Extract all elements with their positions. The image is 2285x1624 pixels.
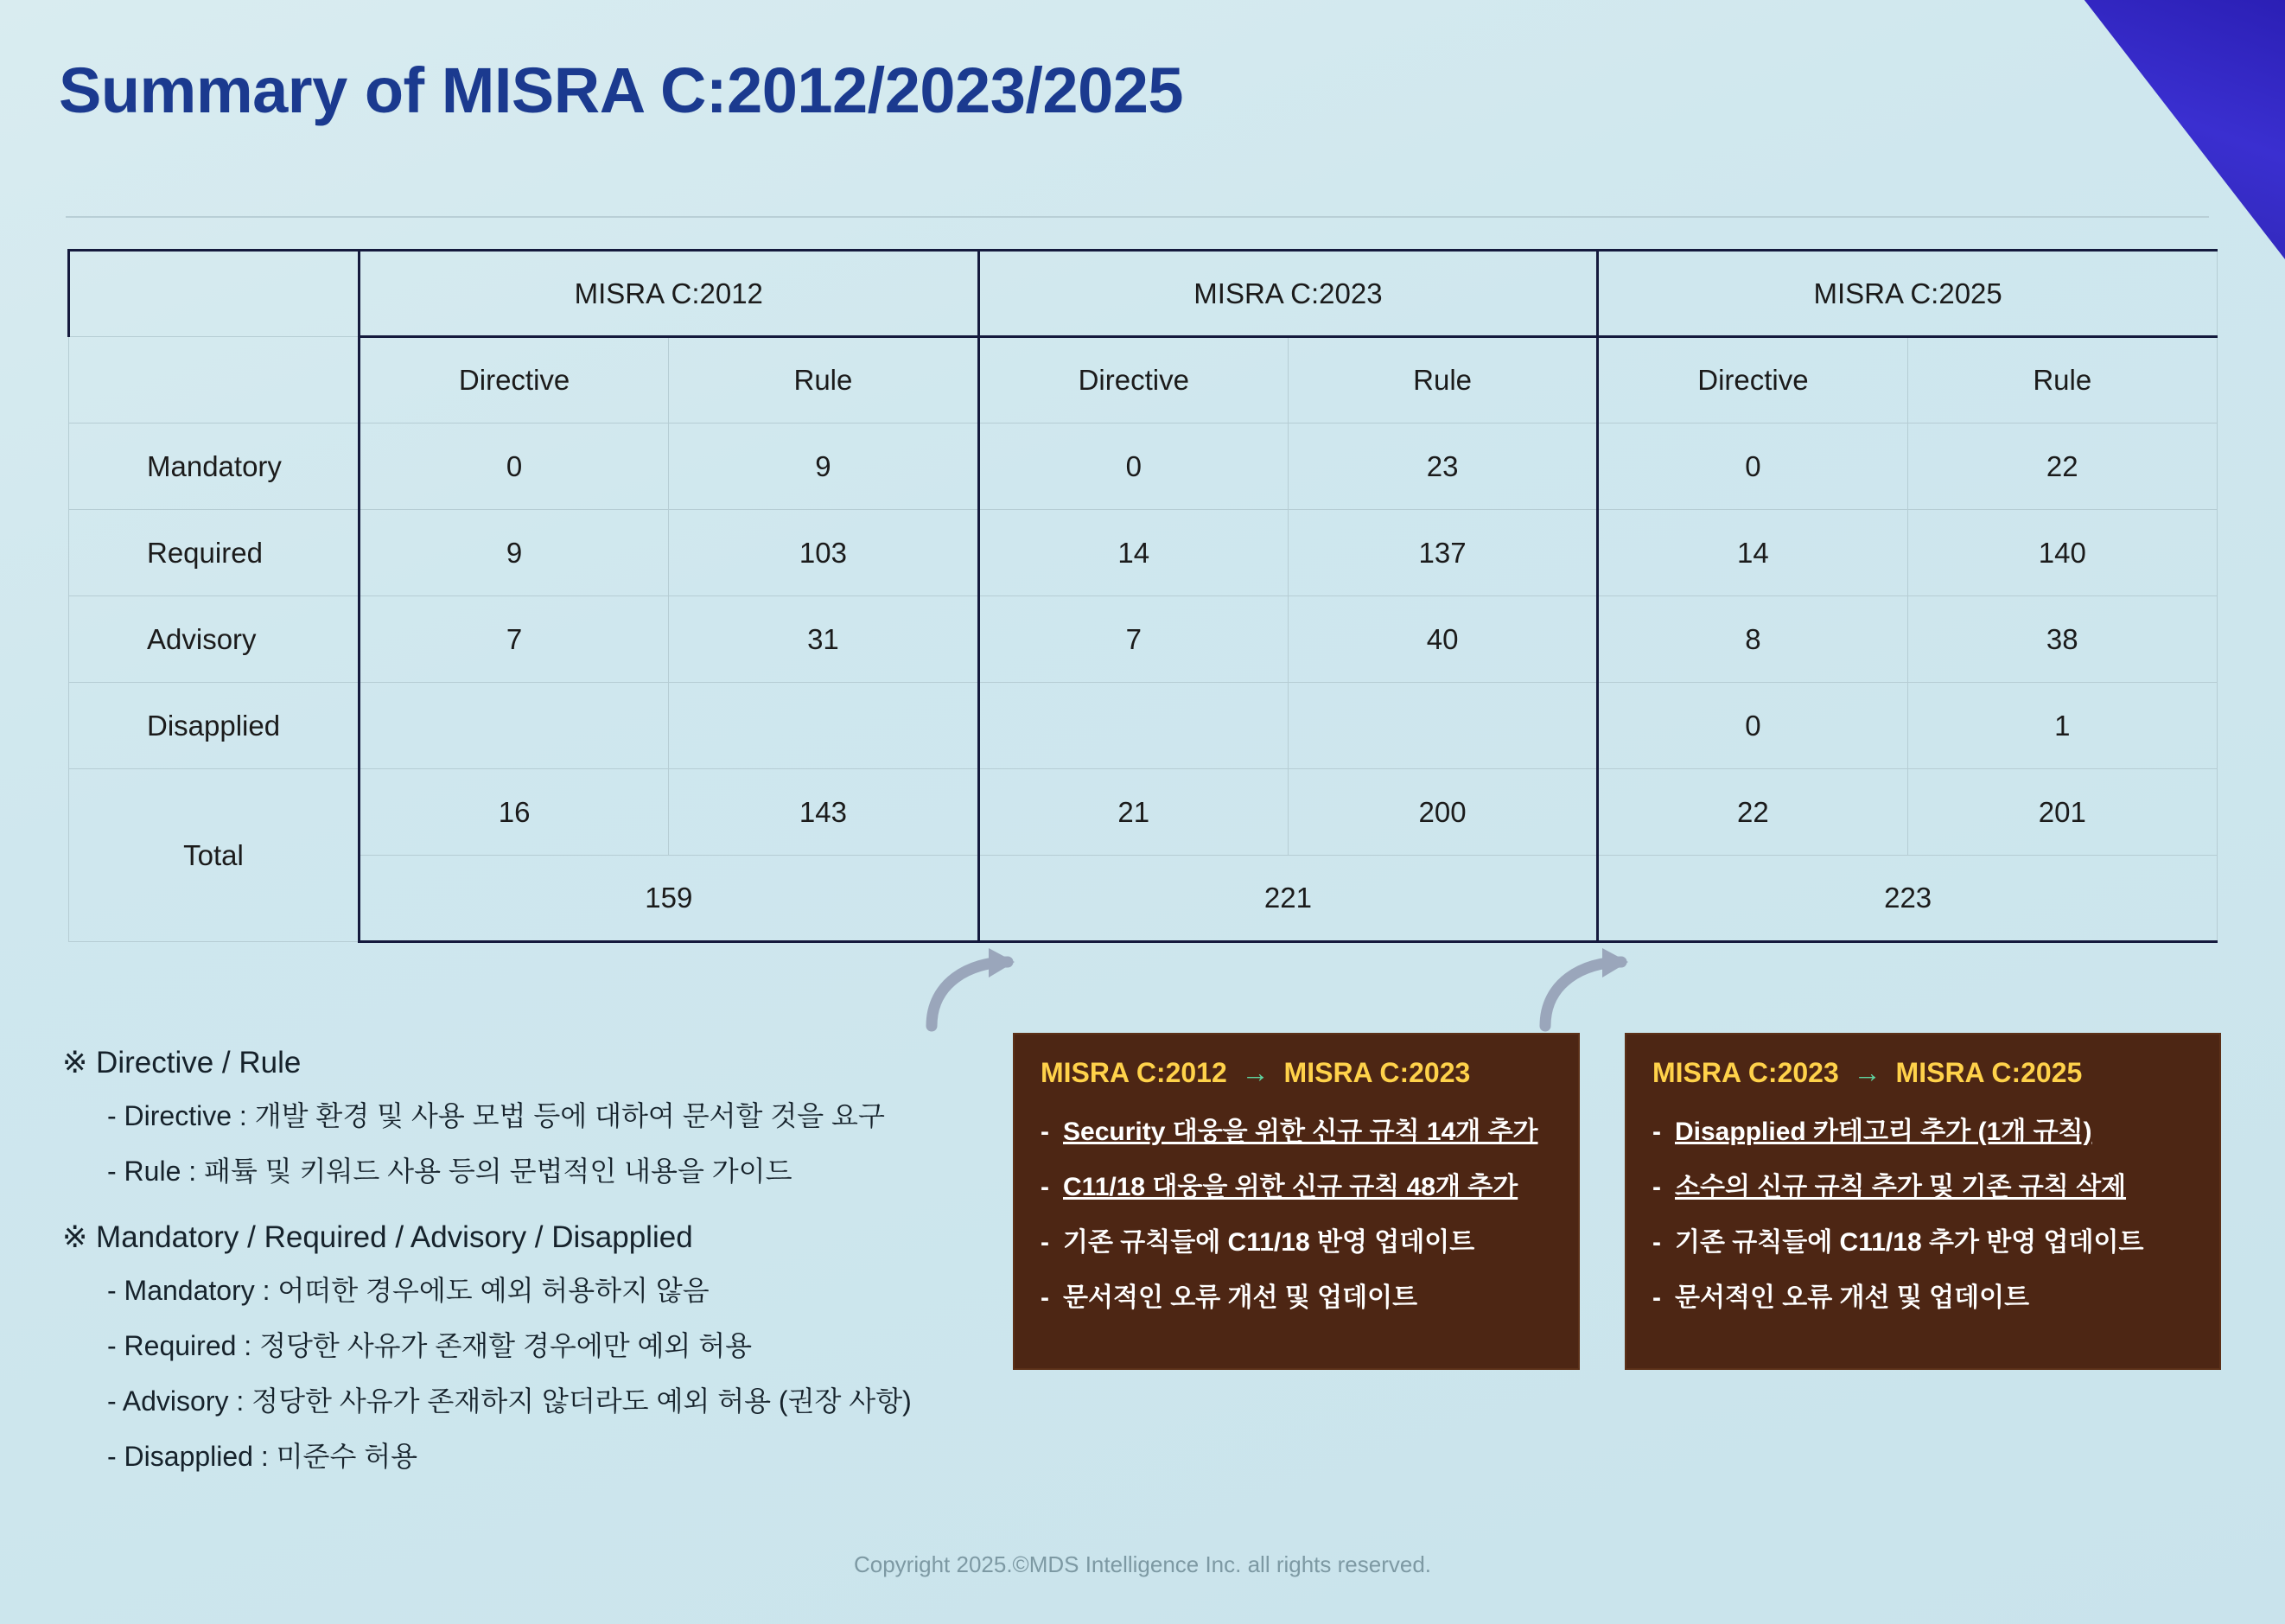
callout-bullet-text: C11/18 대웅을 위한 신규 규칙 48개 추가: [1063, 1173, 1518, 1201]
note-block-categories: [62, 1220, 978, 1474]
cell-mandatory-2012-rule: 9: [669, 424, 978, 510]
summary-table: [67, 249, 2218, 943]
table-header-misra-2023: MISRA C:2023: [978, 251, 1598, 337]
cell-disapplied-2025-directive: 0: [1598, 683, 1907, 769]
callout-bullet: [1041, 1220, 1552, 1258]
cell-required-2012-rule: 103: [669, 510, 978, 596]
note-heading: ※ Directive / Rule: [62, 1046, 302, 1079]
callout-bullet-text: Security 대웅을 위한 신규 규칙 14개 추가: [1063, 1118, 1538, 1146]
bullet-dash: -: [1041, 1173, 1049, 1201]
callout-bullet: [1041, 1110, 1552, 1148]
callout-bullet-text: 기존 규칙들에 C11/18 반영 업데이트: [1063, 1228, 1475, 1257]
note-item: - Directive : 개발 환경 및 사용 모법 등에 대하여 문서할 것을 요구: [107, 1100, 885, 1131]
callout-heading: [1041, 1057, 1552, 1089]
callout-bullet-text: 소수의 신규 규칙 추가 및 기존 규칙 삭제: [1675, 1173, 2127, 1201]
row-label-required: Required: [69, 510, 360, 596]
table-subheader-2012-directive: Directive: [359, 337, 668, 424]
bullet-dash: -: [1652, 1228, 1661, 1257]
cell-advisory-2023-rule: 40: [1288, 596, 1597, 683]
table-row: [69, 683, 2218, 769]
table-header-row-versions: [69, 251, 2218, 337]
cell-grandtotal-2023: 221: [978, 856, 1598, 942]
callout-heading: [1652, 1057, 2193, 1089]
cell-required-2025-rule: 140: [1907, 510, 2217, 596]
callout-bullet: [1652, 1165, 2193, 1203]
note-item: - Advisory : 정당한 사유가 존재하지 않더라도 예외 허용 (권장 사항): [107, 1385, 912, 1417]
callout-2012-to-2023: [1013, 1033, 1580, 1370]
table-row-grand-total: [69, 856, 2218, 942]
cell-mandatory-2012-directive: 0: [359, 424, 668, 510]
row-label-advisory: Advisory: [69, 596, 360, 683]
table-subheader-2023-directive: Directive: [978, 337, 1288, 424]
title-divider: [66, 216, 2209, 218]
table-subheader-blank: [69, 337, 360, 424]
row-label-mandatory: Mandatory: [69, 424, 360, 510]
arrow-right-icon: →: [1853, 1057, 1881, 1088]
callout-bullet-text: 기존 규칙들에 C11/18 추가 반영 업데이트: [1675, 1228, 2144, 1257]
callout-bullet-text: 문서적인 오류 개선 및 업데이트: [1675, 1283, 2030, 1312]
cell-grandtotal-2025: 223: [1598, 856, 2218, 942]
note-heading: ※ Mandatory / Required / Advisory / Disapplied: [62, 1220, 693, 1254]
row-label-total: Total: [69, 769, 360, 942]
cell-advisory-2023-directive: 7: [978, 596, 1288, 683]
bullet-dash: -: [1041, 1228, 1049, 1257]
legend-notes: [62, 1046, 978, 1506]
table-subheader-2025-directive: Directive: [1598, 337, 1907, 424]
table-subheader-row: [69, 337, 2218, 424]
callout-bullet: [1652, 1276, 2193, 1314]
note-item: - Required : 정당한 사유가 존재할 경우에만 예외 허용: [107, 1330, 753, 1361]
callout-bullet-text: 문서적인 오류 개선 및 업데이트: [1063, 1283, 1418, 1312]
callout-to-version: MISRA C:2023: [1283, 1057, 1471, 1088]
cell-advisory-2012-directive: 7: [359, 596, 668, 683]
note-item: - Mandatory : 어떠한 경우에도 예외 허용하지 않음: [107, 1275, 710, 1306]
table-row-total: [69, 769, 2218, 856]
arrow-right-icon: →: [1241, 1057, 1270, 1088]
callout-bullet: [1652, 1220, 2193, 1258]
table-row: [69, 510, 2218, 596]
cell-advisory-2025-rule: 38: [1907, 596, 2217, 683]
callout-bullet: [1041, 1165, 1552, 1203]
cell-advisory-2025-directive: 8: [1598, 596, 1907, 683]
copyright-footer: Copyright 2025.©MDS Intelligence Inc. all rights reserved.: [853, 1551, 1432, 1577]
cell-total-2025-rule: 201: [1907, 769, 2217, 856]
cell-disapplied-2012-directive: [359, 683, 668, 769]
table-corner-blank: [69, 251, 360, 337]
cell-mandatory-2023-directive: 0: [978, 424, 1288, 510]
cell-total-2025-directive: 22: [1598, 769, 1907, 856]
table-row: [69, 596, 2218, 683]
cell-required-2025-directive: 14: [1598, 510, 1907, 596]
cell-mandatory-2025-rule: 22: [1907, 424, 2217, 510]
page-title: Summary of MISRA C:2012/2023/2025: [59, 54, 1184, 126]
callout-bullet-text: Disapplied 카테고리 추가 (1개 규칙): [1675, 1118, 2092, 1146]
callout-from-version: MISRA C:2012: [1041, 1057, 1227, 1088]
corner-decoration-triangle: [1913, 0, 2285, 259]
cell-disapplied-2012-rule: [669, 683, 978, 769]
cell-mandatory-2025-directive: 0: [1598, 424, 1907, 510]
table-subheader-2012-rule: Rule: [669, 337, 978, 424]
callout-bullet: [1652, 1110, 2193, 1148]
bullet-dash: -: [1652, 1118, 1661, 1146]
cell-grandtotal-2012: 159: [359, 856, 978, 942]
note-item: - Rule : 패튴 및 키워드 사용 등의 문법적인 내용을 가이드: [107, 1156, 792, 1187]
table-header-misra-2012: MISRA C:2012: [359, 251, 978, 337]
cell-disapplied-2023-rule: [1288, 683, 1597, 769]
cell-advisory-2012-rule: 31: [669, 596, 978, 683]
cell-disapplied-2023-directive: [978, 683, 1288, 769]
table-subheader-2023-rule: Rule: [1288, 337, 1597, 424]
bullet-dash: -: [1652, 1283, 1661, 1312]
curved-arrow-icon: [925, 946, 1028, 1041]
cell-total-2012-rule: 143: [669, 769, 978, 856]
cell-required-2012-directive: 9: [359, 510, 668, 596]
cell-total-2023-directive: 21: [978, 769, 1288, 856]
cell-mandatory-2023-rule: 23: [1288, 424, 1597, 510]
note-block-directive-rule: [62, 1046, 978, 1189]
cell-total-2023-rule: 200: [1288, 769, 1597, 856]
callout-bullet: [1041, 1276, 1552, 1314]
table-subheader-2025-rule: Rule: [1907, 337, 2217, 424]
cell-total-2012-directive: 16: [359, 769, 668, 856]
bullet-dash: -: [1652, 1173, 1661, 1201]
callout-2023-to-2025: [1625, 1033, 2221, 1370]
callout-to-version: MISRA C:2025: [1895, 1057, 2083, 1088]
note-item: - Disapplied : 미준수 허용: [107, 1441, 418, 1472]
cell-required-2023-rule: 137: [1288, 510, 1597, 596]
row-label-disapplied: Disapplied: [69, 683, 360, 769]
bullet-dash: -: [1041, 1283, 1049, 1312]
table-row: [69, 424, 2218, 510]
curved-arrow-icon: [1538, 946, 1642, 1041]
cell-required-2023-directive: 14: [978, 510, 1288, 596]
table-header-misra-2025: MISRA C:2025: [1598, 251, 2218, 337]
callout-from-version: MISRA C:2023: [1652, 1057, 1839, 1088]
bullet-dash: -: [1041, 1118, 1049, 1146]
cell-disapplied-2025-rule: 1: [1907, 683, 2217, 769]
